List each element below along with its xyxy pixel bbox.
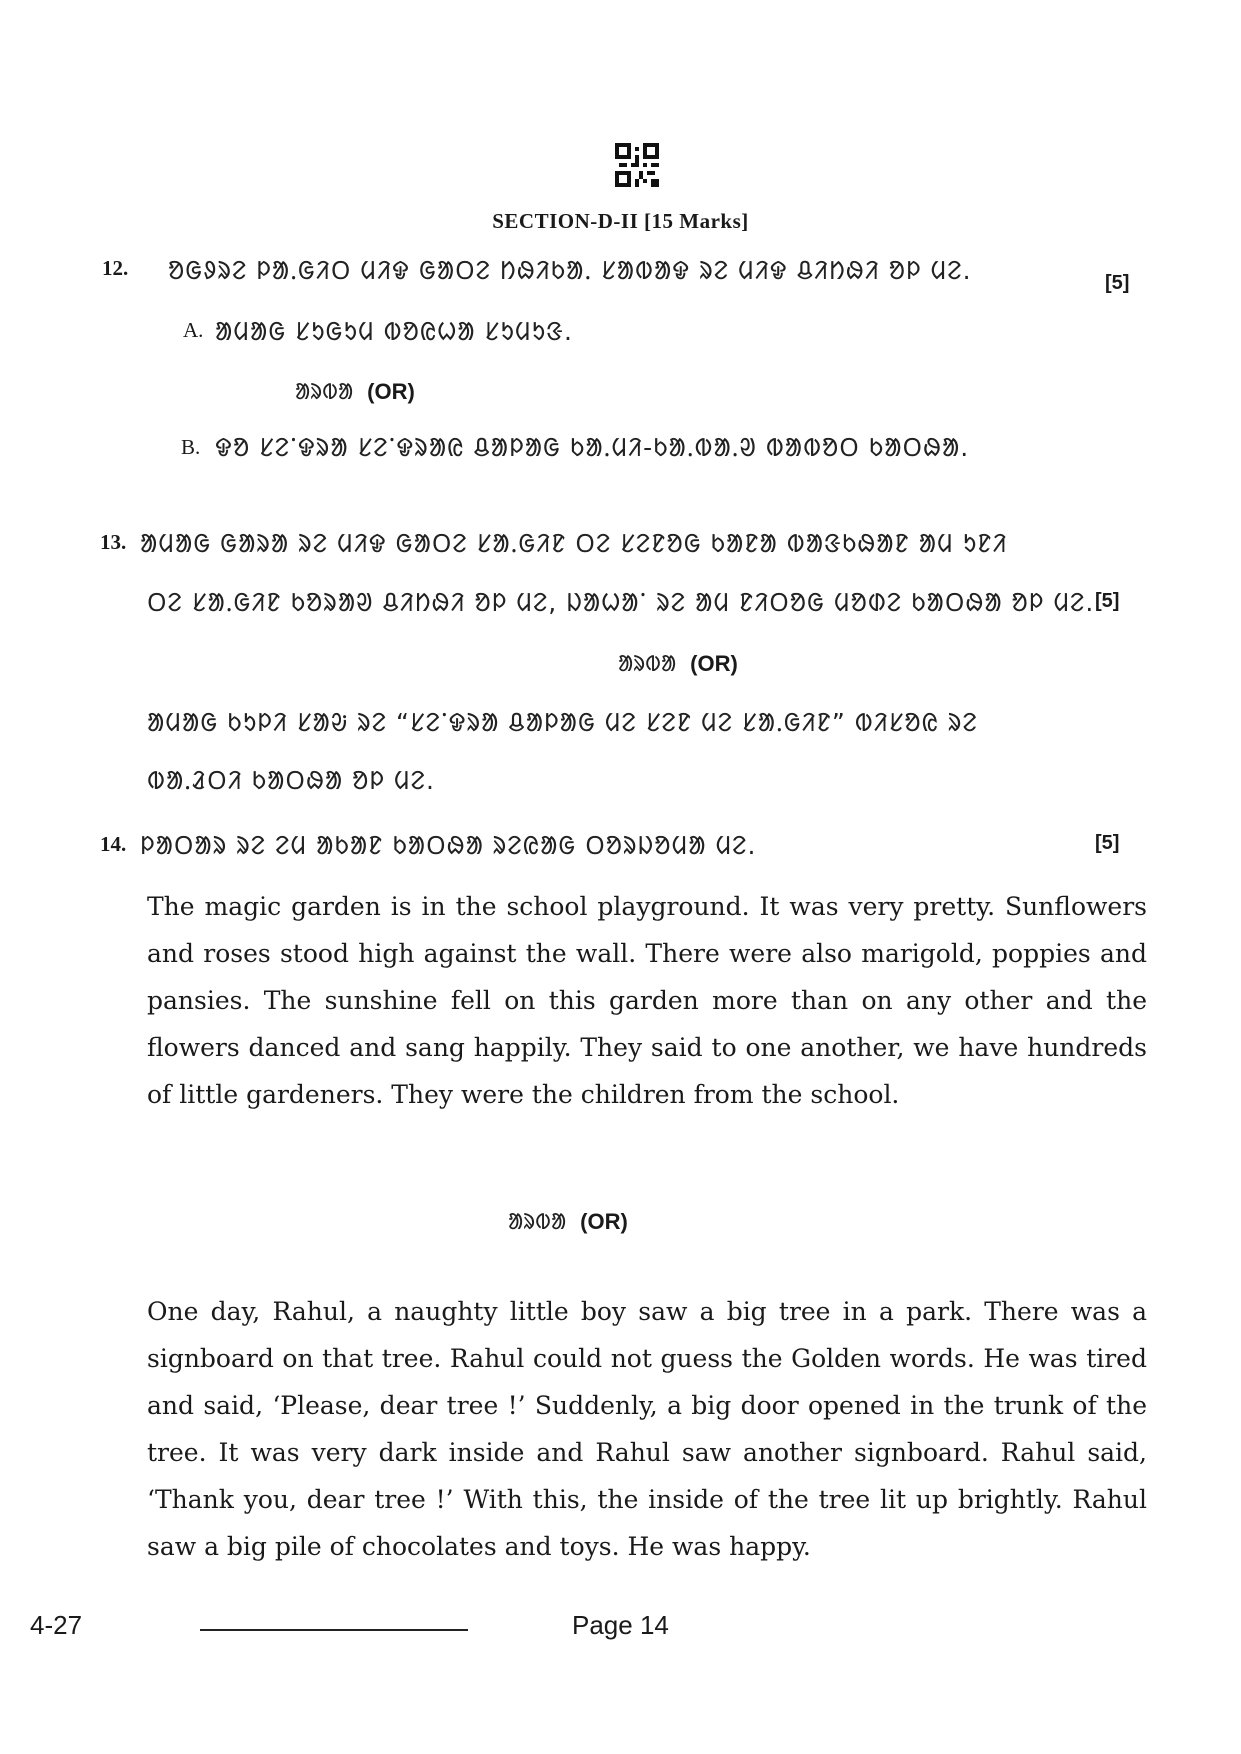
question-12-option-a-text: ᱟᱢᱟᱜ ᱥᱩᱜᱩᱢ ᱵᱚᱭᱦᱟ ᱥᱩᱢᱩᱝ. [215, 317, 573, 346]
question-13-marks: [5] [1095, 590, 1120, 612]
question-13-or [618, 648, 738, 678]
passage-2: One day, Rahul, a naughty little boy saw a big tree in a park. There was a signboard on that tree. Rahul could not guess the Golden words. He was tired and said, ‘Please, dear tree !’ Suddenly, a big door opened in the trunk of the tree. It was very dark inside and Rahul saw another signboard. Rahul said, ‘Thank you, dear tree !’ With this, the inside of the tree lit up brightly. Rahul saw a big pile of chocolates and toys. He was happy. [147, 1297, 1147, 1561]
question-13-line-2: ᱛᱮ ᱥᱟᱹᱜᱤᱱ ᱠᱚᱨᱟᱣ ᱪᱤᱴᱷᱤ ᱚᱞ ᱢᱮ, ᱡᱟᱦᱟᱸ ᱨᱮ ᱟᱢ ᱱᱤᱛᱚᱜ ᱢᱚᱰᱮ ᱠᱟᱛᱷᱟ ᱚᱞ ᱢᱮ. [147, 588, 1095, 617]
question-12-or [295, 376, 415, 406]
section-title: SECTION-D-II [15 Marks] [492, 209, 749, 233]
or-label: (OR) [367, 379, 415, 404]
question-14-marks: [5] [1095, 832, 1120, 854]
qr-code-icon [615, 143, 659, 187]
question-12-option-b-label: B. [181, 435, 201, 459]
question-14-number: 14. [100, 832, 127, 856]
question-13-alt-line-1: ᱟᱢᱟᱜ ᱠᱩᱞᱤ ᱥᱟᱶ ᱨᱮ “ᱥᱮᱸᱫᱨᱟ ᱪᱟᱞᱟᱜ ᱢᱮ ᱥᱮᱱ ᱢᱮ ᱥᱟᱹᱜᱤᱱ” ᱵᱤᱥᱚᱭ ᱨᱮ [147, 708, 978, 737]
question-12-option-b-text: ᱫᱚ ᱥᱮᱸᱫᱨᱟ ᱥᱮᱸᱫᱨᱟᱭ ᱪᱟᱞᱟᱜ ᱠᱟᱹᱢᱤ-ᱠᱟᱹᱵᱟᱹᱣ ᱵᱟᱵᱚᱛ ᱠᱟᱛᱷᱟ. [215, 433, 970, 462]
page-number: Page 14 [572, 1610, 669, 1640]
footer-code: 4-27 [30, 1610, 83, 1640]
or-label: (OR) [580, 1209, 628, 1234]
question-14-or [508, 1206, 628, 1236]
question-13-number: 13. [100, 530, 127, 554]
footer-divider [200, 1629, 468, 1631]
or-script: ᱟᱨᱵᱟ [508, 1210, 567, 1235]
question-14-prompt: ᱞᱟᱛᱟᱨ ᱨᱮ ᱮᱢ ᱟᱠᱟᱱ ᱠᱟᱛᱷᱟ ᱨᱮᱭᱟᱜ ᱛᱚᱨᱡᱚᱢᱟ ᱢᱮ. [140, 831, 757, 860]
question-13-alt-line-2: ᱵᱟᱹᱲᱛᱤ ᱠᱟᱛᱷᱟ ᱚᱞ ᱢᱮ. [147, 766, 435, 795]
question-12-prompt: ᱚᱜᱽᱨᱮ ᱞᱟᱹᱜᱤᱛ ᱢᱤᱫ ᱜᱟᱛᱮ ᱴᱷᱤᱠᱟᱹ ᱥᱟᱵᱟᱫ ᱨᱮ ᱢᱤᱫ ᱪᱤᱴᱷᱤ ᱚᱞ ᱢᱮ. [168, 256, 972, 285]
question-12-number: 12. [102, 256, 129, 280]
question-12-option-a-label: A. [183, 318, 204, 342]
passage-1: The magic garden is in the school playground. It was very pretty. Sunflowers and roses stood high against the wall. There were also marigold, poppies and pansies. The sunshine fell on this garden more than on any other and the flowers danced and sang happily. They said to one another, we have hundreds of little gardeners. They were the children from the school. [147, 892, 1147, 1109]
or-script: ᱟᱨᱵᱟ [295, 380, 354, 405]
or-label: (OR) [690, 651, 738, 676]
question-13-line-1: ᱟᱢᱟᱜ ᱜᱟᱨᱟ ᱨᱮ ᱢᱤᱫ ᱜᱟᱛᱮ ᱥᱟᱹᱜᱤᱱ ᱛᱮ ᱥᱮᱱᱚᱜ ᱠᱟᱱᱟ ᱵᱟᱝᱠᱷᱟᱱ ᱟᱢ ᱩᱱᱤ [140, 529, 1008, 558]
question-12-marks: [5] [1105, 272, 1130, 294]
or-script: ᱟᱨᱵᱟ [618, 652, 677, 677]
